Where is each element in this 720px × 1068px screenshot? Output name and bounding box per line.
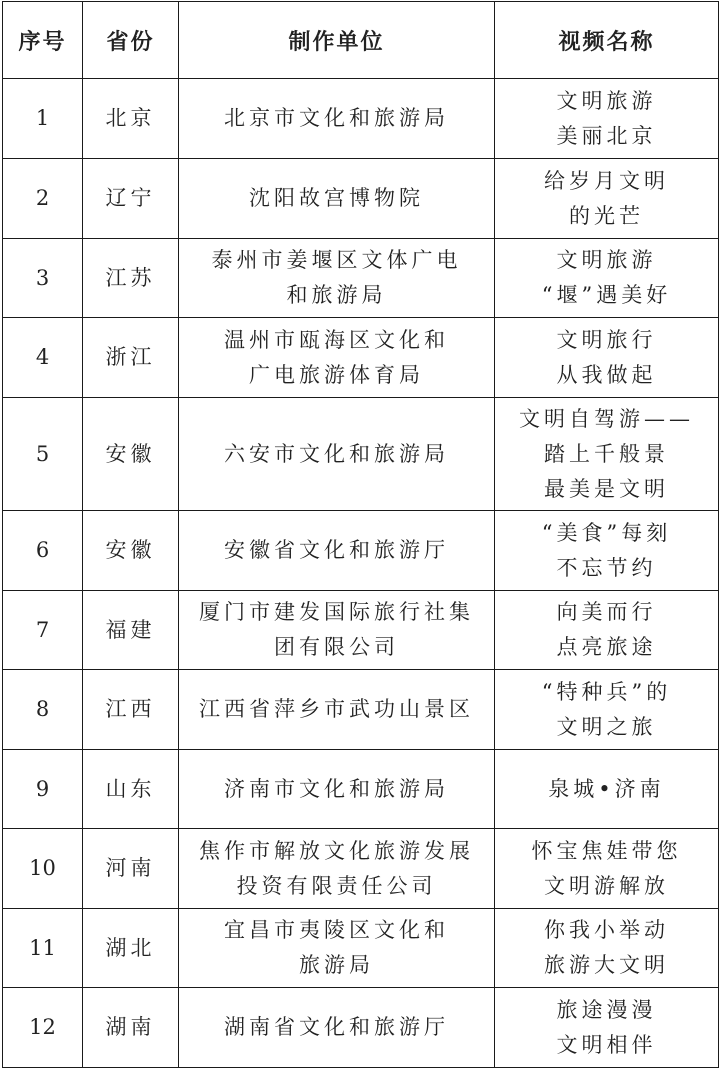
video-title-line: 不忘节约	[556, 555, 657, 580]
video-title-line: “堰”遇美好	[541, 283, 672, 307]
cell-video-title	[495, 318, 719, 398]
cell-province: 辽宁	[83, 159, 179, 239]
cell-serial-number: 10	[3, 829, 83, 909]
video-title-line: 给岁月文明	[544, 168, 669, 193]
cell-province: 安徽	[83, 398, 179, 511]
cell-serial-number: 5	[3, 398, 83, 511]
cell-province: 浙江	[83, 318, 179, 398]
table-row	[3, 750, 719, 829]
cell-video-title	[495, 79, 719, 159]
unit-line: 安徽省文化和旅游厅	[224, 538, 449, 562]
cell-video-title	[495, 829, 719, 909]
unit-line: 北京市文化和旅游局	[224, 106, 449, 130]
cell-video-title	[495, 988, 719, 1068]
video-list-table	[2, 1, 719, 1068]
cell-province: 北京	[83, 79, 179, 159]
video-title-line: 最美是文明	[544, 476, 669, 501]
cell-video-title	[495, 591, 719, 670]
video-title-line: 美丽北京	[556, 123, 657, 148]
video-title-line: 文明旅行	[556, 327, 657, 352]
header-video-title: 视频名称	[495, 2, 719, 79]
table-row	[3, 988, 719, 1068]
unit-line: 团有限公司	[274, 635, 399, 659]
table-row	[3, 511, 719, 591]
cell-province: 湖北	[83, 909, 179, 988]
table-row	[3, 79, 719, 159]
table-body	[3, 79, 719, 1068]
unit-line: 江西省萍乡市武功山景区	[199, 697, 474, 721]
video-title-line: 文明自驾游——	[519, 406, 694, 431]
video-title-line: 旅游大文明	[544, 953, 669, 977]
cell-video-title	[495, 239, 719, 318]
cell-serial-number: 3	[3, 239, 83, 318]
cell-province: 河南	[83, 829, 179, 909]
cell-production-unit	[179, 591, 495, 670]
cell-production-unit	[179, 988, 495, 1068]
video-title-line: 泉城•济南	[548, 776, 665, 801]
cell-production-unit	[179, 670, 495, 750]
unit-line: 广电旅游体育局	[249, 362, 424, 387]
cell-production-unit	[179, 159, 495, 239]
header-production-unit: 制作单位	[179, 2, 495, 79]
cell-production-unit	[179, 750, 495, 829]
video-title-line: 文明旅游	[556, 248, 657, 272]
video-title-line: 怀宝焦娃带您	[531, 838, 682, 863]
cell-province: 湖南	[83, 988, 179, 1068]
cell-province: 山东	[83, 750, 179, 829]
cell-province: 江苏	[83, 239, 179, 318]
video-title-line: 文明之旅	[556, 714, 657, 739]
video-title-line: “特种兵”的	[541, 679, 672, 704]
video-title-line: 旅途漫漫	[556, 997, 657, 1022]
cell-video-title	[495, 398, 719, 511]
header-serial-number: 序号	[3, 2, 83, 79]
cell-production-unit	[179, 909, 495, 988]
video-title-line: 文明旅游	[556, 88, 657, 113]
cell-production-unit	[179, 829, 495, 909]
cell-serial-number: 7	[3, 591, 83, 670]
cell-serial-number: 2	[3, 159, 83, 239]
video-title-line: 从我做起	[556, 362, 657, 387]
unit-line: 沈阳故宫博物院	[249, 186, 424, 210]
cell-production-unit	[179, 79, 495, 159]
video-title-line: 点亮旅途	[556, 635, 657, 659]
table-row	[3, 239, 719, 318]
unit-line: 投资有限责任公司	[236, 873, 437, 898]
unit-line: 焦作市解放文化旅游发展	[199, 838, 474, 863]
unit-line: 温州市瓯海区文化和	[224, 327, 449, 352]
unit-line: 泰州市姜堰区文体广电	[211, 248, 462, 272]
cell-serial-number: 9	[3, 750, 83, 829]
table-row	[3, 159, 719, 239]
header-province: 省份	[83, 2, 179, 79]
video-title-line: 向美而行	[556, 600, 657, 624]
cell-video-title	[495, 750, 719, 829]
cell-production-unit	[179, 511, 495, 591]
cell-serial-number: 11	[3, 909, 83, 988]
cell-serial-number: 6	[3, 511, 83, 591]
cell-video-title	[495, 909, 719, 988]
table-row	[3, 591, 719, 670]
table-row	[3, 318, 719, 398]
video-title-line: “美食”每刻	[541, 520, 672, 545]
cell-province: 安徽	[83, 511, 179, 591]
video-title-line: 文明游解放	[544, 873, 669, 898]
cell-province: 福建	[83, 591, 179, 670]
table-row	[3, 398, 719, 511]
unit-line: 厦门市建发国际旅行社集	[199, 600, 474, 624]
cell-video-title	[495, 670, 719, 750]
cell-province: 江西	[83, 670, 179, 750]
cell-production-unit	[179, 398, 495, 511]
unit-line: 宜昌市夷陵区文化和	[224, 918, 449, 942]
table-row	[3, 829, 719, 909]
cell-production-unit	[179, 318, 495, 398]
video-title-line: 踏上千般景	[544, 441, 669, 466]
cell-serial-number: 1	[3, 79, 83, 159]
table-header-row	[3, 2, 719, 79]
table-row	[3, 909, 719, 988]
cell-production-unit	[179, 239, 495, 318]
video-title-line: 文明相伴	[556, 1032, 657, 1057]
table-row	[3, 670, 719, 750]
cell-video-title	[495, 511, 719, 591]
cell-video-title	[495, 159, 719, 239]
unit-line: 旅游局	[299, 953, 374, 977]
cell-serial-number: 4	[3, 318, 83, 398]
video-title-line: 的光芒	[569, 203, 644, 228]
unit-line: 和旅游局	[286, 283, 387, 307]
unit-line: 六安市文化和旅游局	[224, 441, 449, 466]
video-title-line: 你我小举动	[544, 918, 669, 942]
unit-line: 济南市文化和旅游局	[224, 776, 449, 801]
cell-serial-number: 8	[3, 670, 83, 750]
unit-line: 湖南省文化和旅游厅	[224, 1015, 449, 1039]
cell-serial-number: 12	[3, 988, 83, 1068]
